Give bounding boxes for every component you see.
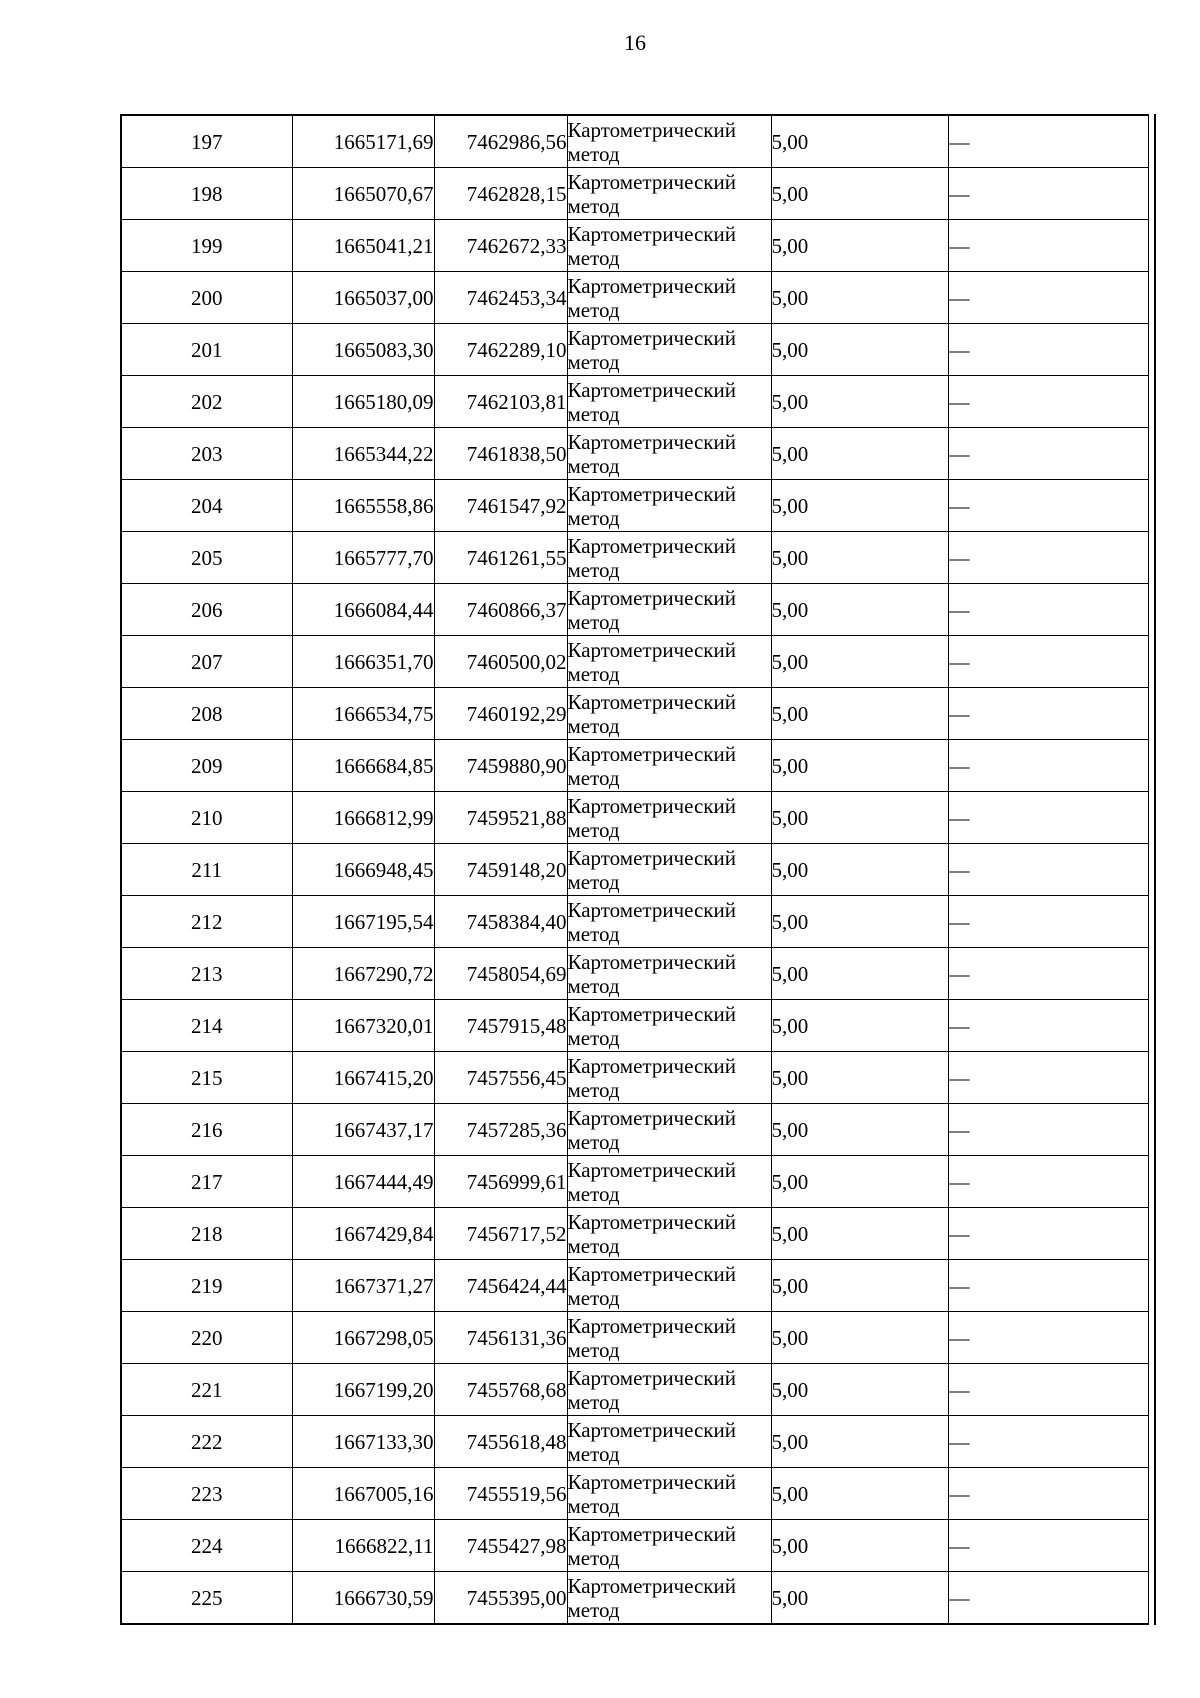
x-coordinate-cell: 1665041,21 [292, 220, 434, 272]
accuracy-cell: 5,00 [771, 428, 948, 480]
description-cell: — [948, 272, 1148, 324]
y-coordinate-cell: 7462453,34 [434, 272, 567, 324]
table-row [122, 1052, 1148, 1104]
x-coordinate-cell: 1667290,72 [292, 948, 434, 1000]
accuracy-cell: 5,00 [771, 688, 948, 740]
method-line-1: Картометрический [567, 949, 736, 974]
accuracy-cell: 5,00 [771, 1000, 948, 1052]
method-line-1: Картометрический [567, 1105, 736, 1130]
table-row [122, 896, 1148, 948]
accuracy-cell: 5,00 [771, 168, 948, 220]
y-coordinate-cell: 7461838,50 [434, 428, 567, 480]
method-cell [567, 272, 771, 324]
description-cell: — [948, 116, 1148, 168]
point-number-cell: 211 [122, 844, 292, 896]
x-coordinate-cell: 1666822,11 [292, 1520, 434, 1572]
method-line-1: Картометрический [567, 741, 736, 766]
point-number-cell: 222 [122, 1416, 292, 1468]
method-line-2: метод [567, 1337, 620, 1362]
y-coordinate-cell: 7456999,61 [434, 1156, 567, 1208]
description-cell: — [948, 1208, 1148, 1260]
table-row [122, 220, 1148, 272]
point-number-cell: 213 [122, 948, 292, 1000]
y-coordinate-cell: 7461261,55 [434, 532, 567, 584]
method-cell [567, 896, 771, 948]
description-cell: — [948, 1156, 1148, 1208]
description-cell: — [948, 428, 1148, 480]
method-line-1: Картометрический [567, 1209, 736, 1234]
point-number-cell: 205 [122, 532, 292, 584]
accuracy-cell: 5,00 [771, 1260, 948, 1312]
table-row [122, 428, 1148, 480]
accuracy-cell: 5,00 [771, 948, 948, 1000]
x-coordinate-cell: 1666730,59 [292, 1572, 434, 1624]
method-line-1: Картометрический [567, 793, 736, 818]
x-coordinate-cell: 1666684,85 [292, 740, 434, 792]
method-cell [567, 584, 771, 636]
method-cell [567, 1312, 771, 1364]
description-cell: — [948, 740, 1148, 792]
method-line-1: Картометрический [567, 377, 736, 402]
method-cell [567, 688, 771, 740]
method-line-1: Картометрический [567, 1573, 736, 1598]
method-line-2: метод [567, 1493, 620, 1518]
x-coordinate-cell: 1667320,01 [292, 1000, 434, 1052]
method-line-1: Картометрический [567, 325, 736, 350]
description-cell: — [948, 1468, 1148, 1520]
method-line-2: метод [567, 713, 620, 738]
accuracy-cell: 5,00 [771, 1208, 948, 1260]
y-coordinate-cell: 7456131,36 [434, 1312, 567, 1364]
method-line-2: метод [567, 453, 620, 478]
point-number-cell: 212 [122, 896, 292, 948]
method-line-2: метод [567, 557, 620, 582]
description-cell: — [948, 948, 1148, 1000]
point-number-cell: 224 [122, 1520, 292, 1572]
method-cell [567, 740, 771, 792]
x-coordinate-cell: 1665070,67 [292, 168, 434, 220]
method-line-2: метод [567, 1441, 620, 1466]
accuracy-cell: 5,00 [771, 740, 948, 792]
x-coordinate-cell: 1667298,05 [292, 1312, 434, 1364]
point-number-cell: 214 [122, 1000, 292, 1052]
y-coordinate-cell: 7457285,36 [434, 1104, 567, 1156]
method-cell [567, 1364, 771, 1416]
description-cell: — [948, 1312, 1148, 1364]
y-coordinate-cell: 7462828,15 [434, 168, 567, 220]
method-line-2: метод [567, 1285, 620, 1310]
table-row [122, 1208, 1148, 1260]
coordinates-table-body [122, 116, 1148, 1623]
table-row [122, 792, 1148, 844]
x-coordinate-cell: 1667444,49 [292, 1156, 434, 1208]
method-line-2: метод [567, 1389, 620, 1414]
table-row [122, 1416, 1148, 1468]
method-line-1: Картометрический [567, 221, 736, 246]
y-coordinate-cell: 7462672,33 [434, 220, 567, 272]
method-cell [567, 1572, 771, 1624]
method-cell [567, 324, 771, 376]
x-coordinate-cell: 1667199,20 [292, 1364, 434, 1416]
table-row [122, 532, 1148, 584]
method-line-1: Картометрический [567, 429, 736, 454]
accuracy-cell: 5,00 [771, 272, 948, 324]
x-coordinate-cell: 1666534,75 [292, 688, 434, 740]
page-number: 16 [624, 30, 646, 55]
method-line-1: Картометрический [567, 533, 736, 558]
method-cell [567, 636, 771, 688]
table-row [122, 688, 1148, 740]
method-line-2: метод [567, 1077, 620, 1102]
table-row [122, 636, 1148, 688]
method-line-2: метод [567, 661, 620, 686]
method-cell [567, 1052, 771, 1104]
accuracy-cell: 5,00 [771, 636, 948, 688]
description-cell: — [948, 1052, 1148, 1104]
accuracy-cell: 5,00 [771, 480, 948, 532]
x-coordinate-cell: 1665777,70 [292, 532, 434, 584]
x-coordinate-cell: 1667371,27 [292, 1260, 434, 1312]
method-cell [567, 1104, 771, 1156]
method-line-2: метод [567, 1025, 620, 1050]
y-coordinate-cell: 7456424,44 [434, 1260, 567, 1312]
x-coordinate-cell: 1665344,22 [292, 428, 434, 480]
point-number-cell: 202 [122, 376, 292, 428]
table-row [122, 844, 1148, 896]
description-cell: — [948, 324, 1148, 376]
point-number-cell: 199 [122, 220, 292, 272]
point-number-cell: 210 [122, 792, 292, 844]
point-number-cell: 204 [122, 480, 292, 532]
description-cell: — [948, 1260, 1148, 1312]
accuracy-cell: 5,00 [771, 896, 948, 948]
method-cell [567, 844, 771, 896]
method-cell [567, 1208, 771, 1260]
method-line-2: метод [567, 1233, 620, 1258]
table-row [122, 1520, 1148, 1572]
y-coordinate-cell: 7456717,52 [434, 1208, 567, 1260]
table-row [122, 740, 1148, 792]
method-line-1: Картометрический [567, 637, 736, 662]
point-number-cell: 221 [122, 1364, 292, 1416]
point-number-cell: 201 [122, 324, 292, 376]
table-row [122, 376, 1148, 428]
table-row [122, 272, 1148, 324]
x-coordinate-cell: 1665037,00 [292, 272, 434, 324]
description-cell: — [948, 1520, 1148, 1572]
x-coordinate-cell: 1667429,84 [292, 1208, 434, 1260]
accuracy-cell: 5,00 [771, 844, 948, 896]
method-line-1: Картометрический [567, 1469, 736, 1494]
description-cell: — [948, 376, 1148, 428]
description-cell: — [948, 844, 1148, 896]
y-coordinate-cell: 7455768,68 [434, 1364, 567, 1416]
y-coordinate-cell: 7457915,48 [434, 1000, 567, 1052]
y-coordinate-cell: 7462986,56 [434, 116, 567, 168]
point-number-cell: 220 [122, 1312, 292, 1364]
accuracy-cell: 5,00 [771, 1572, 948, 1624]
accuracy-cell: 5,00 [771, 324, 948, 376]
table-row [122, 1156, 1148, 1208]
method-cell [567, 1000, 771, 1052]
description-cell: — [948, 1416, 1148, 1468]
accuracy-cell: 5,00 [771, 1312, 948, 1364]
table-row [122, 1364, 1148, 1416]
method-line-1: Картометрический [567, 897, 736, 922]
method-line-2: метод [567, 817, 620, 842]
x-coordinate-cell: 1666812,99 [292, 792, 434, 844]
method-line-2: метод [567, 765, 620, 790]
point-number-cell: 206 [122, 584, 292, 636]
method-cell [567, 116, 771, 168]
x-coordinate-cell: 1665180,09 [292, 376, 434, 428]
y-coordinate-cell: 7455519,56 [434, 1468, 567, 1520]
x-coordinate-cell: 1667415,20 [292, 1052, 434, 1104]
method-line-2: метод [567, 609, 620, 634]
point-number-cell: 215 [122, 1052, 292, 1104]
table-row [122, 1000, 1148, 1052]
point-number-cell: 200 [122, 272, 292, 324]
method-line-2: метод [567, 193, 620, 218]
coordinates-table-frame [120, 114, 1148, 1625]
method-line-2: метод [567, 297, 620, 322]
method-line-1: Картометрический [567, 1417, 736, 1442]
point-number-cell: 223 [122, 1468, 292, 1520]
description-cell: — [948, 1364, 1148, 1416]
method-cell [567, 168, 771, 220]
x-coordinate-cell: 1665083,30 [292, 324, 434, 376]
description-cell: — [948, 688, 1148, 740]
method-cell [567, 1156, 771, 1208]
accuracy-cell: 5,00 [771, 1416, 948, 1468]
description-cell: — [948, 1104, 1148, 1156]
accuracy-cell: 5,00 [771, 1104, 948, 1156]
method-cell [567, 1520, 771, 1572]
method-cell [567, 1416, 771, 1468]
x-coordinate-cell: 1665558,86 [292, 480, 434, 532]
method-cell [567, 428, 771, 480]
method-cell [567, 1260, 771, 1312]
x-coordinate-cell: 1666351,70 [292, 636, 434, 688]
method-line-2: метод [567, 869, 620, 894]
method-cell [567, 792, 771, 844]
method-cell [567, 480, 771, 532]
method-line-1: Картометрический [567, 845, 736, 870]
table-row [122, 168, 1148, 220]
accuracy-cell: 5,00 [771, 1156, 948, 1208]
method-line-2: метод [567, 401, 620, 426]
table-row [122, 584, 1148, 636]
point-number-cell: 207 [122, 636, 292, 688]
y-coordinate-cell: 7460500,02 [434, 636, 567, 688]
accuracy-cell: 5,00 [771, 1520, 948, 1572]
point-number-cell: 219 [122, 1260, 292, 1312]
accuracy-cell: 5,00 [771, 792, 948, 844]
description-cell: — [948, 220, 1148, 272]
description-cell: — [948, 168, 1148, 220]
method-cell [567, 220, 771, 272]
method-line-1: Картометрический [567, 1001, 736, 1026]
description-cell: — [948, 1572, 1148, 1624]
point-number-cell: 208 [122, 688, 292, 740]
method-line-2: метод [567, 141, 620, 166]
description-cell: — [948, 636, 1148, 688]
point-number-cell: 197 [122, 116, 292, 168]
accuracy-cell: 5,00 [771, 220, 948, 272]
method-line-1: Картометрический [567, 117, 736, 142]
method-line-2: метод [567, 245, 620, 270]
method-cell [567, 376, 771, 428]
accuracy-cell: 5,00 [771, 116, 948, 168]
y-coordinate-cell: 7455427,98 [434, 1520, 567, 1572]
y-coordinate-cell: 7458384,40 [434, 896, 567, 948]
accuracy-cell: 5,00 [771, 1052, 948, 1104]
x-coordinate-cell: 1667437,17 [292, 1104, 434, 1156]
method-line-1: Картометрический [567, 1521, 736, 1546]
x-coordinate-cell: 1666948,45 [292, 844, 434, 896]
table-row [122, 1260, 1148, 1312]
y-coordinate-cell: 7459521,88 [434, 792, 567, 844]
x-coordinate-cell: 1665171,69 [292, 116, 434, 168]
y-coordinate-cell: 7457556,45 [434, 1052, 567, 1104]
point-number-cell: 203 [122, 428, 292, 480]
accuracy-cell: 5,00 [771, 1364, 948, 1416]
point-number-cell: 218 [122, 1208, 292, 1260]
accuracy-cell: 5,00 [771, 584, 948, 636]
x-coordinate-cell: 1667195,54 [292, 896, 434, 948]
method-line-1: Картометрический [567, 689, 736, 714]
table-row [122, 480, 1148, 532]
point-number-cell: 216 [122, 1104, 292, 1156]
x-coordinate-cell: 1666084,44 [292, 584, 434, 636]
method-line-1: Картометрический [567, 1313, 736, 1338]
method-line-1: Картометрический [567, 481, 736, 506]
coordinates-table [122, 116, 1148, 1623]
y-coordinate-cell: 7455395,00 [434, 1572, 567, 1624]
method-cell [567, 948, 771, 1000]
y-coordinate-cell: 7461547,92 [434, 480, 567, 532]
description-cell: — [948, 480, 1148, 532]
method-line-1: Картометрический [567, 1053, 736, 1078]
table-row [122, 948, 1148, 1000]
method-line-1: Картометрический [567, 1261, 736, 1286]
description-cell: — [948, 1000, 1148, 1052]
point-number-cell: 217 [122, 1156, 292, 1208]
description-cell: — [948, 792, 1148, 844]
method-line-2: метод [567, 973, 620, 998]
table-row [122, 1104, 1148, 1156]
x-coordinate-cell: 1667005,16 [292, 1468, 434, 1520]
method-line-1: Картометрический [567, 585, 736, 610]
y-coordinate-cell: 7459148,20 [434, 844, 567, 896]
method-line-2: метод [567, 1181, 620, 1206]
method-cell [567, 532, 771, 584]
table-row [122, 1572, 1148, 1624]
table-row [122, 1468, 1148, 1520]
table-row [122, 324, 1148, 376]
y-coordinate-cell: 7462103,81 [434, 376, 567, 428]
table-row [122, 1312, 1148, 1364]
y-coordinate-cell: 7455618,48 [434, 1416, 567, 1468]
point-number-cell: 225 [122, 1572, 292, 1624]
y-coordinate-cell: 7460192,29 [434, 688, 567, 740]
method-line-1: Картометрический [567, 1365, 736, 1390]
method-line-2: метод [567, 349, 620, 374]
y-coordinate-cell: 7459880,90 [434, 740, 567, 792]
description-cell: — [948, 584, 1148, 636]
description-cell: — [948, 896, 1148, 948]
method-line-2: метод [567, 1545, 620, 1570]
y-coordinate-cell: 7458054,69 [434, 948, 567, 1000]
method-line-1: Картометрический [567, 273, 736, 298]
x-coordinate-cell: 1667133,30 [292, 1416, 434, 1468]
accuracy-cell: 5,00 [771, 532, 948, 584]
method-line-2: метод [567, 1129, 620, 1154]
method-line-2: метод [567, 505, 620, 530]
description-cell: — [948, 532, 1148, 584]
point-number-cell: 198 [122, 168, 292, 220]
accuracy-cell: 5,00 [771, 376, 948, 428]
method-line-2: метод [567, 1597, 620, 1622]
table-row [122, 116, 1148, 168]
method-line-2: метод [567, 921, 620, 946]
y-coordinate-cell: 7462289,10 [434, 324, 567, 376]
method-line-1: Картометрический [567, 169, 736, 194]
y-coordinate-cell: 7460866,37 [434, 584, 567, 636]
accuracy-cell: 5,00 [771, 1468, 948, 1520]
method-cell [567, 1468, 771, 1520]
method-line-1: Картометрический [567, 1157, 736, 1182]
point-number-cell: 209 [122, 740, 292, 792]
